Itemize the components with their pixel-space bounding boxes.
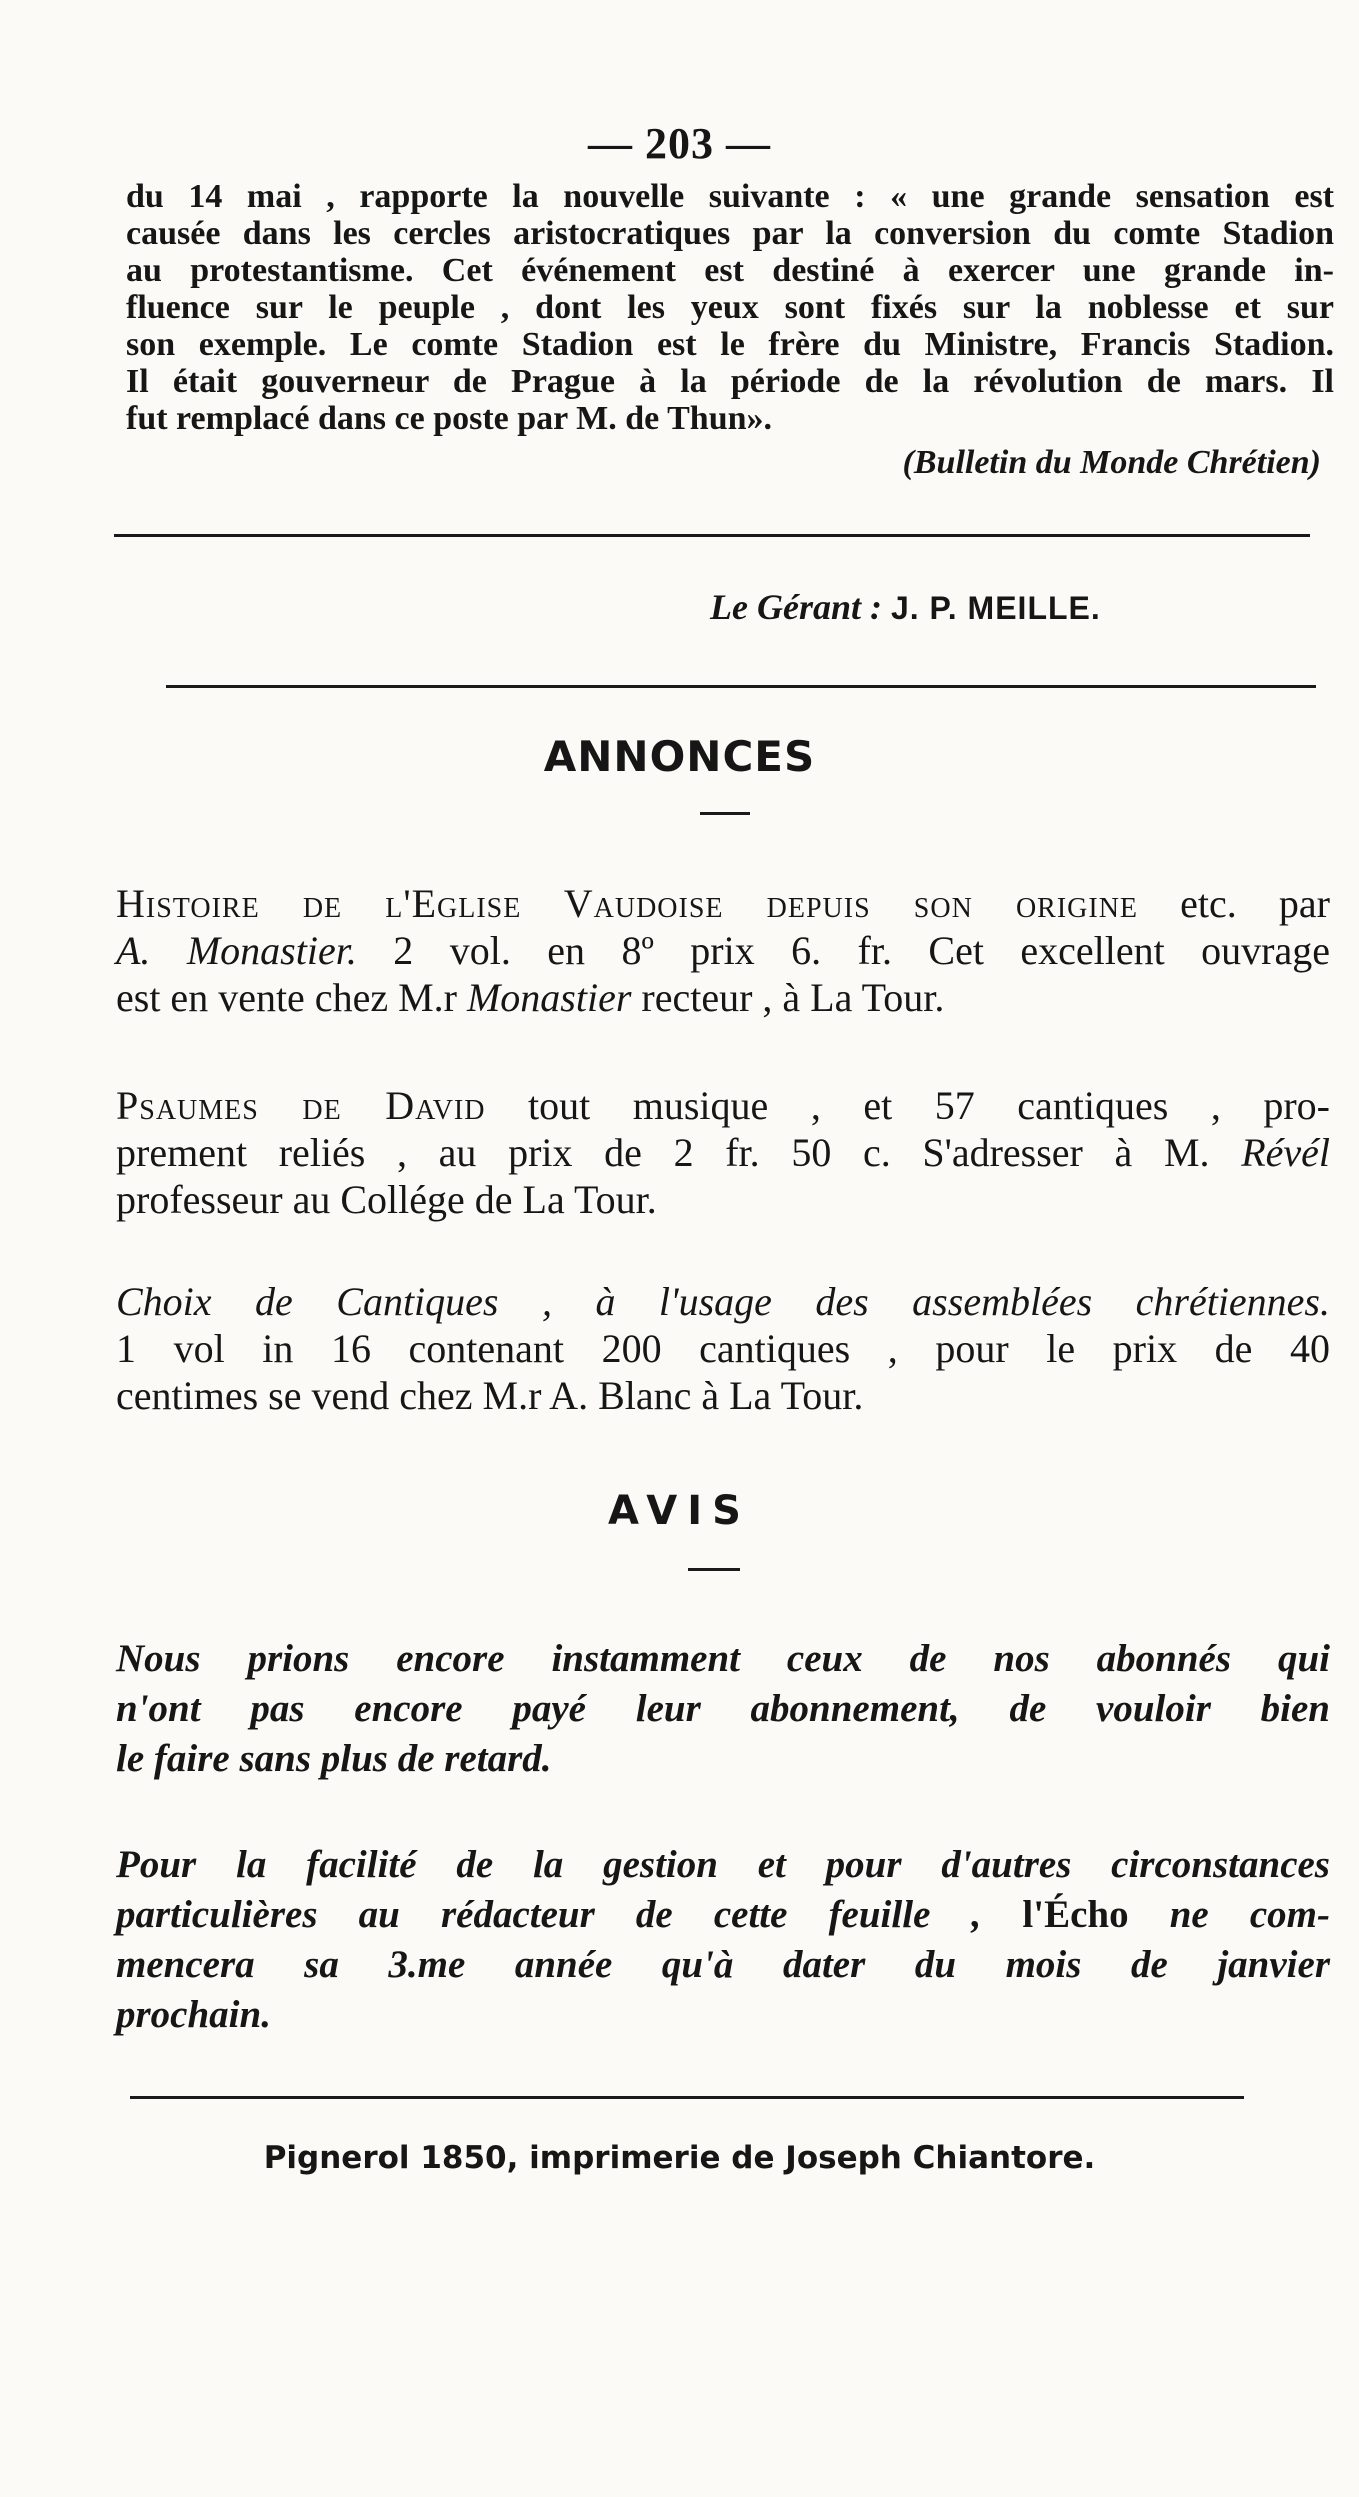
avis-heading: AVIS — [608, 1488, 751, 1534]
news-line: son exemple. Le comte Stadion est le frère du Ministre, Francis Stadion. — [126, 326, 1334, 363]
avis-line: prochain. — [116, 1993, 271, 2036]
divider-rule — [114, 534, 1310, 537]
annonce-text: est en vente chez M.r — [116, 975, 467, 1020]
news-line: du 14 mai , rapporte la nouvelle suivante : « une grande sensation est — [126, 178, 1334, 215]
annonce-histoire — [116, 880, 1330, 1021]
gerant-name: J. P. MEILLE. — [890, 590, 1101, 626]
annonce-cantiques — [116, 1278, 1330, 1419]
book-title: Psaumes de David — [116, 1083, 486, 1128]
news-line: fut remplacé dans ce poste par M. de Thun». — [126, 400, 773, 437]
avis-line: le faire sans plus de retard. — [116, 1737, 552, 1780]
heading-dash — [700, 812, 750, 815]
page-number: — 203 — — [588, 119, 771, 168]
divider-rule — [130, 2096, 1244, 2099]
avis-line: Nous prions encore instamment ceux de nos abonnés qui — [116, 1637, 1330, 1680]
annonce-line — [116, 1129, 1330, 1176]
annonce-text: 2 vol. en 8º prix 6. fr. Cet excellent ouvrage — [356, 928, 1331, 973]
avis-text: particulières au rédacteur de cette feuille , — [116, 1893, 1023, 1936]
annonce-text: tout musique , et 57 cantiques , pro- — [485, 1083, 1330, 1128]
avis-line — [116, 1890, 1330, 1940]
source-citation: (Bulletin du Monde Chrétien) — [902, 444, 1321, 481]
gerant-signature — [710, 586, 1101, 628]
annonces-heading: ANNONCES — [543, 732, 816, 781]
annonce-line: 1 vol in 16 contenant 200 cantiques , pour le prix de 40 — [116, 1326, 1330, 1371]
seller-name: Monastier — [466, 975, 632, 1020]
news-paragraph — [126, 178, 1334, 437]
annonce-line: centimes se vend chez M.r A. Blanc à La Tour. — [116, 1373, 864, 1418]
printer-footer: Pignerol 1850, imprimerie de Joseph Chiantore. — [263, 2140, 1096, 2176]
news-line: fluence sur le peuple , dont les yeux sont fixés sur la noblesse et sur — [126, 289, 1334, 326]
annonce-line — [116, 880, 1330, 927]
news-line: Il était gouverneur de Prague à la période de la révolution de mars. Il — [126, 363, 1334, 400]
avis-line: Pour la facilité de la gestion et pour d'autres circonstances — [116, 1843, 1330, 1886]
avis-line: mencera sa 3.me année qu'à dater du mois de janvier — [116, 1943, 1330, 1986]
author-name: A. Monastier. — [116, 928, 357, 973]
annonce-text: etc. par — [1138, 881, 1330, 926]
annonce-line — [116, 1082, 1330, 1129]
seller-name: Révél — [1241, 1130, 1330, 1175]
journal-name: l'Écho — [1022, 1893, 1129, 1936]
heading-dash — [688, 1568, 740, 1571]
avis-text: ne com- — [1128, 1893, 1330, 1936]
annonce-line — [116, 927, 1330, 974]
annonce-text: recteur , à La Tour. — [631, 975, 945, 1020]
divider-rule — [166, 685, 1316, 688]
annonce-psaumes — [116, 1082, 1330, 1223]
news-line: causée dans les cercles aristocratiques par la conversion du comte Stadion — [126, 215, 1334, 252]
book-title: Choix de Cantiques , à l'usage des assemblées chrétiennes. — [116, 1279, 1330, 1324]
news-line: au protestantisme. Cet événement est destiné à exercer une grande in- — [126, 252, 1334, 289]
avis-abonnement — [116, 1634, 1330, 1784]
annonce-line — [116, 974, 1330, 1021]
annonce-text: prement reliés , au prix de 2 fr. 50 c. S'adresser à M. — [116, 1130, 1242, 1175]
avis-line: n'ont pas encore payé leur abonnement, de vouloir bien — [116, 1687, 1330, 1730]
book-title: Histoire de l'Eglise Vaudoise depuis son origine — [116, 881, 1139, 926]
avis-gestion — [116, 1840, 1330, 2040]
gerant-label: Le Gérant : — [710, 587, 882, 627]
annonce-line: professeur au Collége de La Tour. — [116, 1177, 657, 1222]
